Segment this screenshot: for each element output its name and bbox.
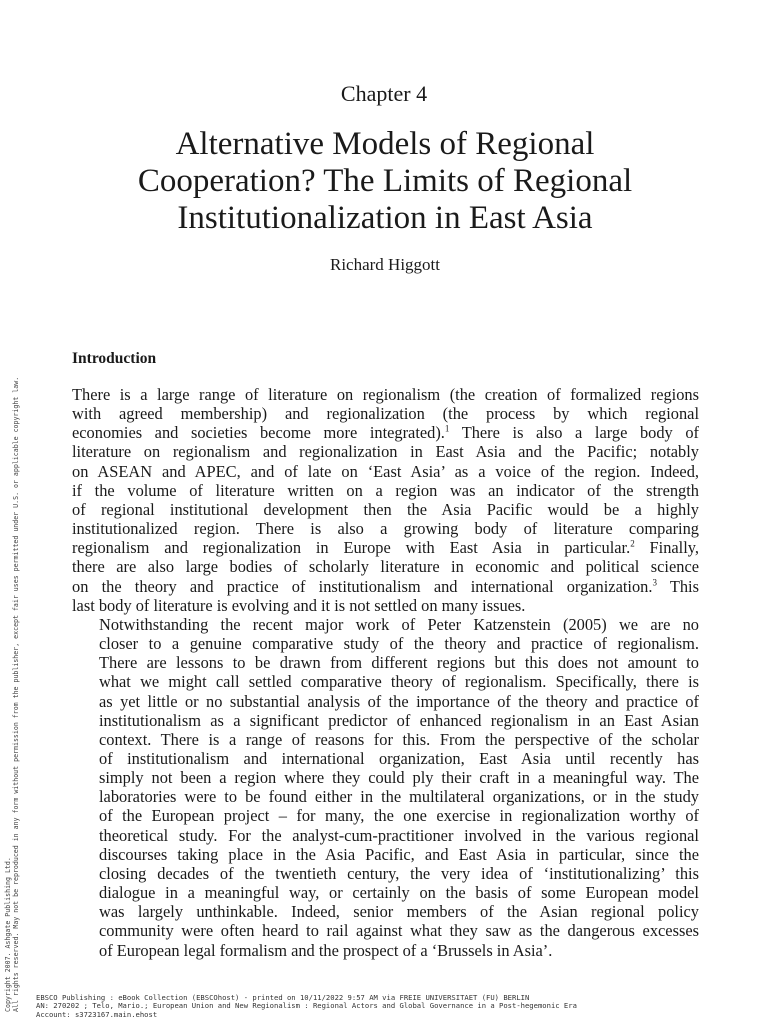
paragraph (72, 615, 699, 960)
footer-line: AN: 270202 ; Telo, Mario.; European Union and New Regionalism : Regional Actors and Global Governance in a Post-hegemonic Era (36, 1001, 577, 1011)
text-line: was largely unthinkable. Indeed, senior members of the Asian regional policy (99, 902, 699, 922)
footer-line: Account: s3723167.main.ehost (36, 1009, 158, 1019)
paragraph (72, 385, 699, 615)
body-text (72, 385, 699, 960)
text-line: simply not been a region where they could ply their craft in a meaningful way. The (99, 768, 699, 788)
text-line: closing decades of the twentieth century, the very idea of ‘institutionalizing’ this (99, 863, 699, 883)
text-line: if the volume of literature written on a region was an indicator of the strength (72, 480, 699, 500)
text-line: with agreed membership) and regionalization (the process by which regional (72, 404, 699, 424)
chapter-title-line: Institutionalization in East Asia (177, 200, 593, 236)
text-segment: There is also a large body of (449, 423, 699, 443)
text-line: Notwithstanding the recent major work of Peter Katzenstein (2005) we are no (99, 614, 699, 634)
text-line: discourses taking place in the Asia Pacific, and East Asia in particular, since the (99, 844, 699, 864)
copyright-line: Copyright 2007. Ashgate Publishing Ltd. (4, 857, 12, 1012)
text-line: institutionalism as a significant predictor of enhanced regionalism in an East Asian (99, 710, 699, 730)
text-line (72, 538, 699, 557)
text-line: closer to a genuine comparative study of the theory and practice of regionalism. (99, 634, 699, 654)
text-line: There is a large range of literature on regionalism (the creation of formalized regions (72, 385, 699, 404)
text-line: of institutionalism and international organization, East Asia until recently has (99, 748, 699, 768)
text-line: community were often heard to rail against what they saw as the dangerous excesses (99, 921, 699, 941)
text-line: of the European project – for many, the one exercise in regionalization worthy of (99, 806, 699, 826)
text-line: dialogue in a meaningful way, or certainly on the basis of some European model (99, 883, 699, 903)
text-segment: This (656, 576, 699, 596)
text-segment: economies and societies become more integrated). (72, 423, 445, 443)
chapter-title-line: Alternative Models of Regional (175, 126, 595, 162)
footer-line: EBSCO Publishing : eBook Collection (EBSCOhost) - printed on 10/11/2022 9:57 AM via FREIE UNIVERSITAET (FU) BERLIN (36, 993, 530, 1002)
side-copyright-notice (4, 377, 20, 1012)
text-segment: regionalism and regionalization in Europe with East Asia in particular. (72, 538, 631, 558)
text-line: theoretical study. For the analyst-cum-practitioner involved in the various regional (99, 825, 699, 845)
text-line: laboratories were to be found either in the multilateral organizations, or in the study (99, 787, 699, 807)
ebsco-footer (36, 994, 577, 1019)
text-segment: Finally, (634, 538, 699, 558)
text-line: as yet little or no substantial analysis of the importance of the theory and practice of (99, 691, 699, 711)
chapter-title-line: Cooperation? The Limits of Regional (137, 163, 633, 199)
author-name: Richard Higgott (329, 255, 440, 274)
copyright-line: All rights reserved. May not be reproduced in any form without permission from the publisher, except fair uses permitted under U.S. or applicable copyright law. (12, 376, 20, 1012)
text-line: context. There is a range of reasons for this. From the perspective of the scholar (99, 729, 699, 749)
text-line: of European legal formalism and the prospect of a ‘Brussels in Asia’. (99, 940, 553, 960)
chapter-title (60, 126, 710, 237)
text-line: There are lessons to be drawn from different regions but this does not amount to (99, 653, 699, 673)
footnote-ref[interactable]: 2 (630, 538, 635, 549)
text-segment: on the theory and practice of institutionalism and international organization. (72, 576, 653, 596)
text-line: last body of literature is evolving and it is not settled on many issues. (72, 595, 526, 615)
text-line (72, 577, 699, 596)
text-line: institutionalized region. There is also a growing body of literature comparing (72, 519, 699, 539)
text-line: on ASEAN and APEC, and of late on ‘East Asia’ as a voice of the region. Indeed, (72, 461, 699, 481)
text-line: of regional institutional development then the Asia Pacific would be a highly (72, 499, 699, 519)
text-line: there are also large bodies of scholarly literature in economic and political science (72, 557, 699, 577)
text-line (72, 423, 699, 442)
text-line: what we might call settled comparative theory of regionalism. Specifically, there is (99, 672, 699, 692)
footnote-ref[interactable]: 3 (652, 577, 657, 588)
chapter-label: Chapter 4 (340, 81, 428, 106)
footnote-ref[interactable]: 1 (444, 423, 450, 434)
section-heading: Introduction (72, 350, 157, 367)
text-line: literature on regionalism and regionalization in East Asia and the Pacific; notably (72, 442, 699, 462)
